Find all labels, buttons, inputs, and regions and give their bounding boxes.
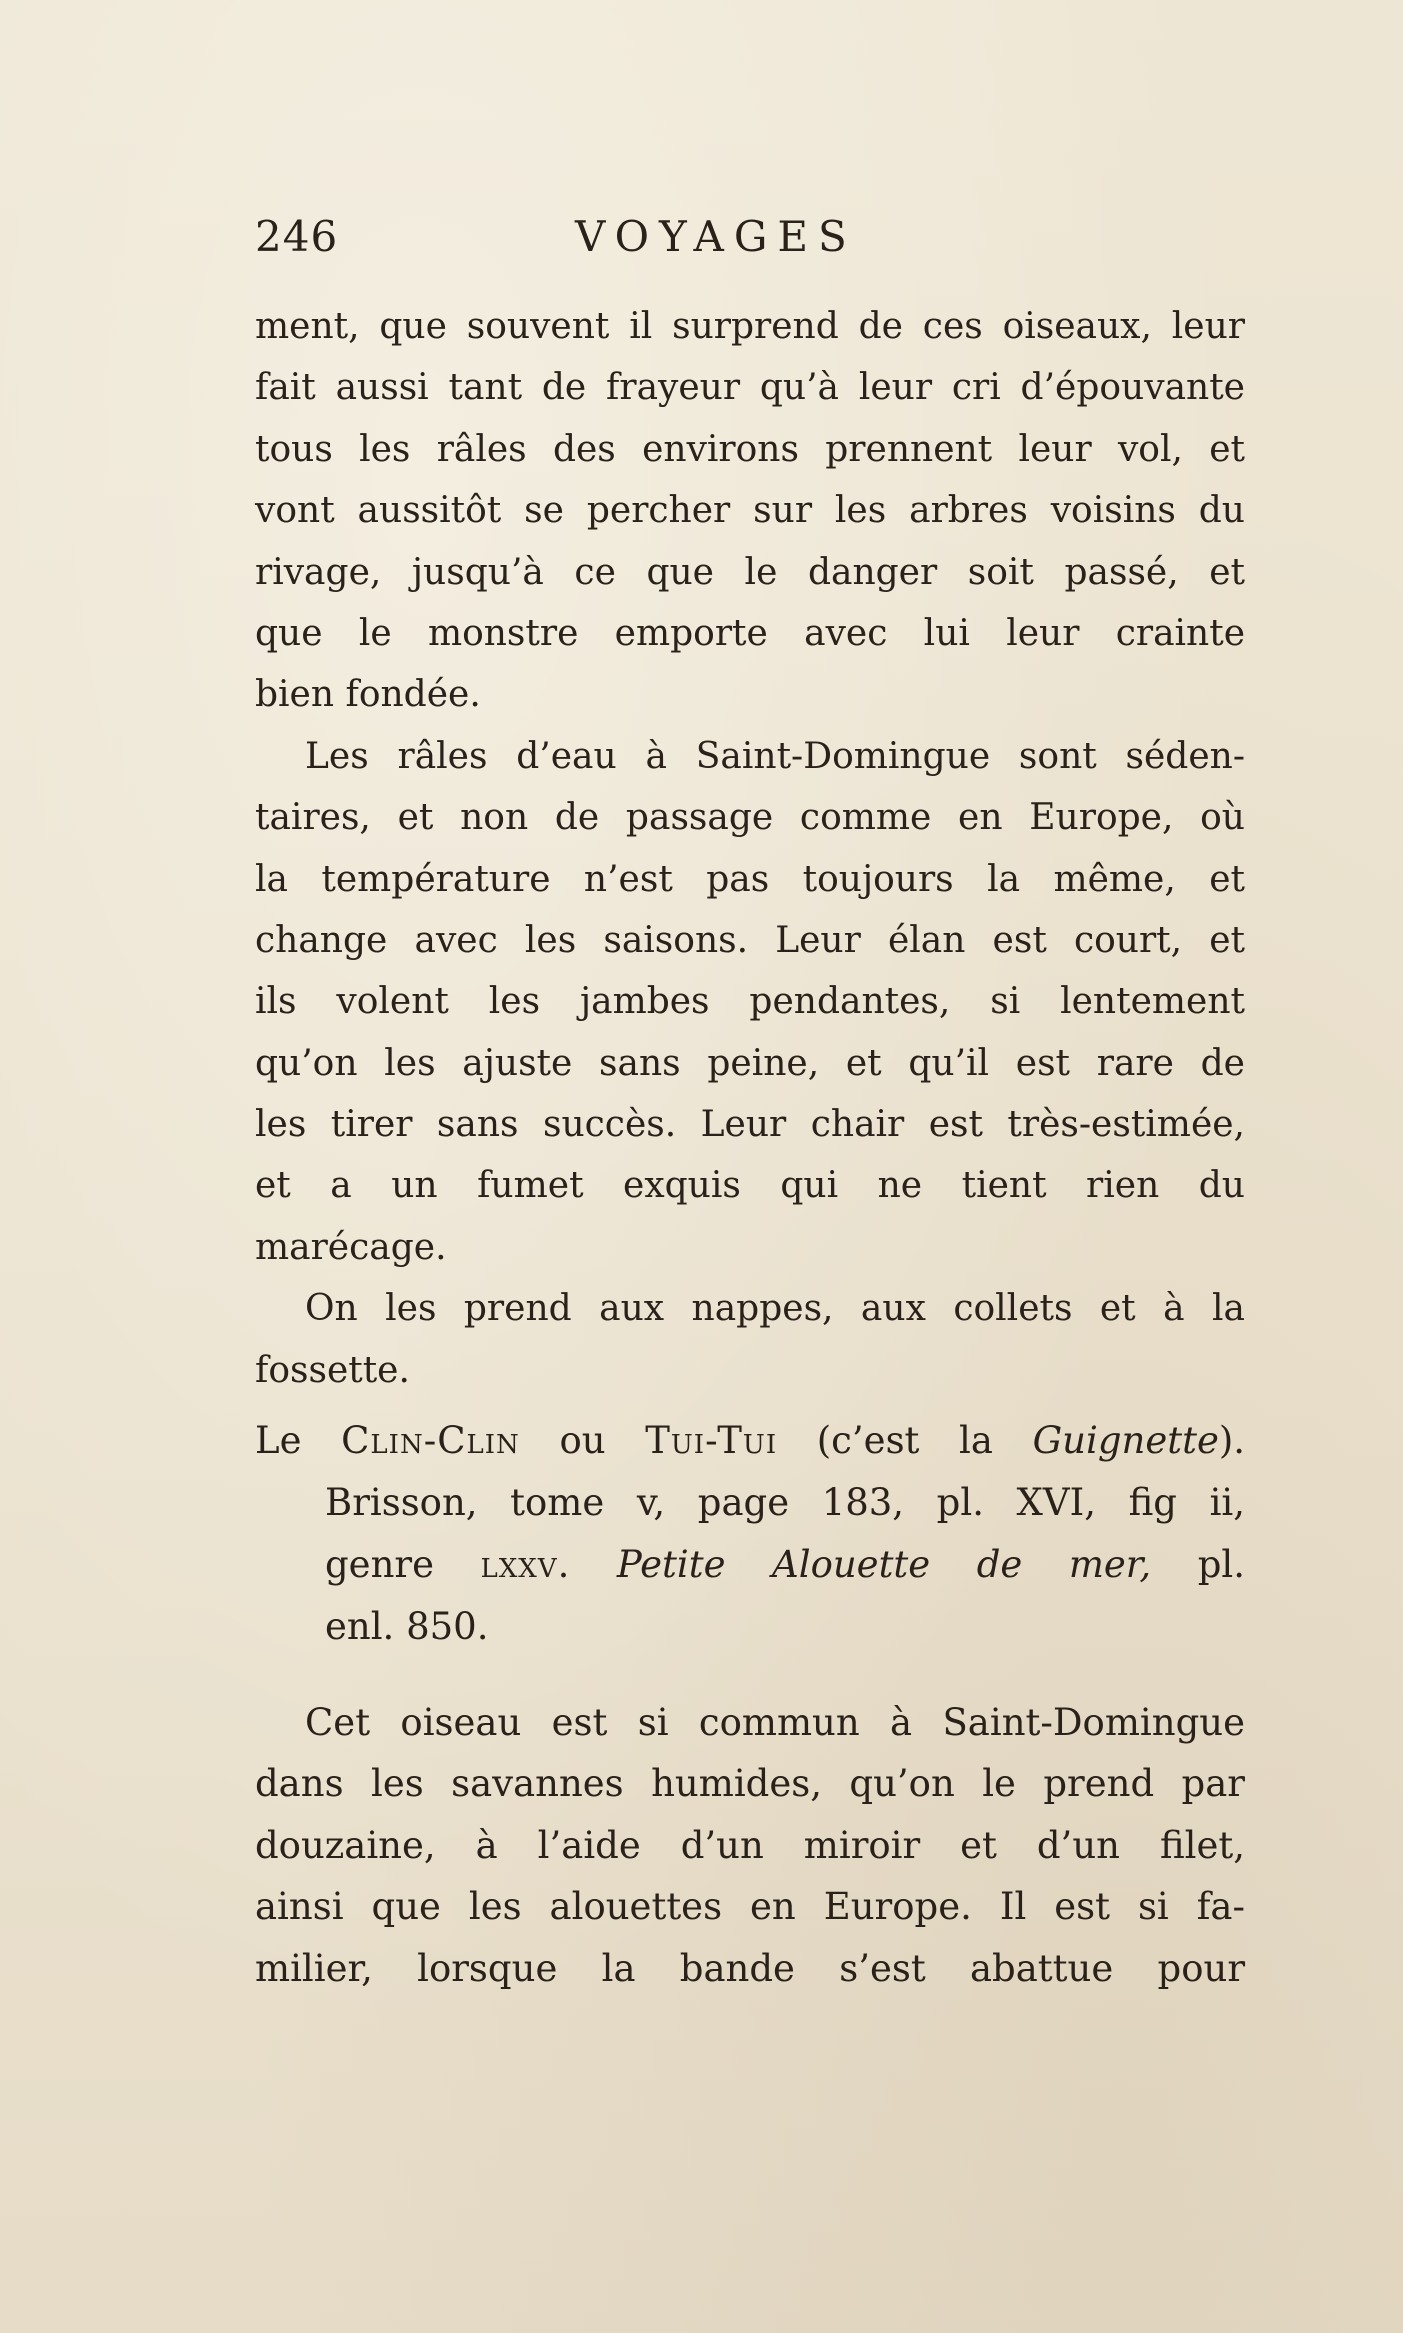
paragraph-line: ils volent les jambes pendantes, si lentement: [255, 981, 1245, 1023]
paragraph-line: Les râles d’eau à Saint-Domingue sont séden-: [305, 735, 1245, 777]
entry-genre-line: [255, 1534, 1245, 1596]
paragraph-line: qu’on les ajuste sans peine, et qu’il est rare de: [255, 1042, 1245, 1084]
paragraph-line: rivage, jusqu’à ce que le danger soit passé, et: [255, 551, 1245, 593]
entry-paren-open: (c’est la: [816, 1419, 993, 1462]
paragraph-line: douzaine, à l’aide d’un miroir et d’un filet,: [255, 1823, 1245, 1867]
species-name-tui-tui: Tui-Tui: [645, 1419, 778, 1462]
paragraph-line: fossette.: [255, 1349, 410, 1391]
entry-ou: ou: [559, 1419, 606, 1462]
paragraph-line: Cet oiseau est si commun à Saint-Domingue: [305, 1701, 1245, 1744]
body-text: [255, 296, 1245, 1401]
paragraph-line: et a un fumet exquis qui ne tient rien du: [255, 1165, 1245, 1207]
paragraph-line: taires, et non de passage comme en Europe, où: [255, 797, 1245, 839]
entry-plate-line: enl. 850.: [325, 1605, 489, 1648]
paragraph-line: milier, lorsque la bande s’est abattue pour: [255, 1946, 1245, 1990]
paragraph-line: ment, que souvent il surprend de ces oiseaux, leur: [255, 306, 1245, 347]
genre-label: genre: [325, 1543, 434, 1586]
paragraph-line: ainsi que les alouettes en Europe. Il est si fa-: [255, 1885, 1245, 1929]
running-title: VOYAGES: [575, 212, 857, 261]
species-name-clin-clin: Clin-Clin: [341, 1419, 520, 1462]
genre-number: lxxv.: [480, 1543, 571, 1586]
entry-heading-line: [255, 1410, 1245, 1472]
paragraph-line: la température n’est pas toujours la même, et: [255, 858, 1245, 900]
paragraph-line: bien fondée.: [255, 674, 481, 716]
page-number: 246: [255, 212, 339, 261]
paragraph-line: marécage.: [255, 1226, 447, 1268]
paragraph-line: change avec les saisons. Leur élan est court, et: [255, 919, 1245, 961]
paragraph-line: dans les savannes humides, qu’on le prend par: [255, 1762, 1245, 1806]
closing-paragraph: [255, 1692, 1245, 1999]
entry-paren-close: ).: [1218, 1419, 1246, 1462]
petite-alouette-name: Petite Alouette de mer,: [616, 1543, 1152, 1586]
running-head: [255, 212, 1245, 272]
plate-label: pl.: [1197, 1543, 1246, 1586]
paragraph-line: vont aussitôt se percher sur les arbres voisins du: [255, 490, 1245, 532]
species-entry: [255, 1410, 1245, 1658]
paragraph-line: On les prend aux nappes, aux collets et à la: [305, 1288, 1245, 1330]
entry-lead: Le: [255, 1419, 302, 1462]
species-common-name: Guignette: [1032, 1419, 1219, 1462]
paragraph-line: tous les râles des environs prennent leur vol, et: [255, 428, 1245, 470]
paragraph-line: les tirer sans succès. Leur chair est très-estimée,: [255, 1104, 1245, 1146]
paragraph-line: fait aussi tant de frayeur qu’à leur cri d’épouvante: [255, 367, 1245, 409]
paragraph-line: que le monstre emporte avec lui leur crainte: [255, 612, 1245, 654]
entry-reference-line: Brisson, tome v, page 183, pl. XVI, fig ii,: [325, 1481, 1245, 1524]
